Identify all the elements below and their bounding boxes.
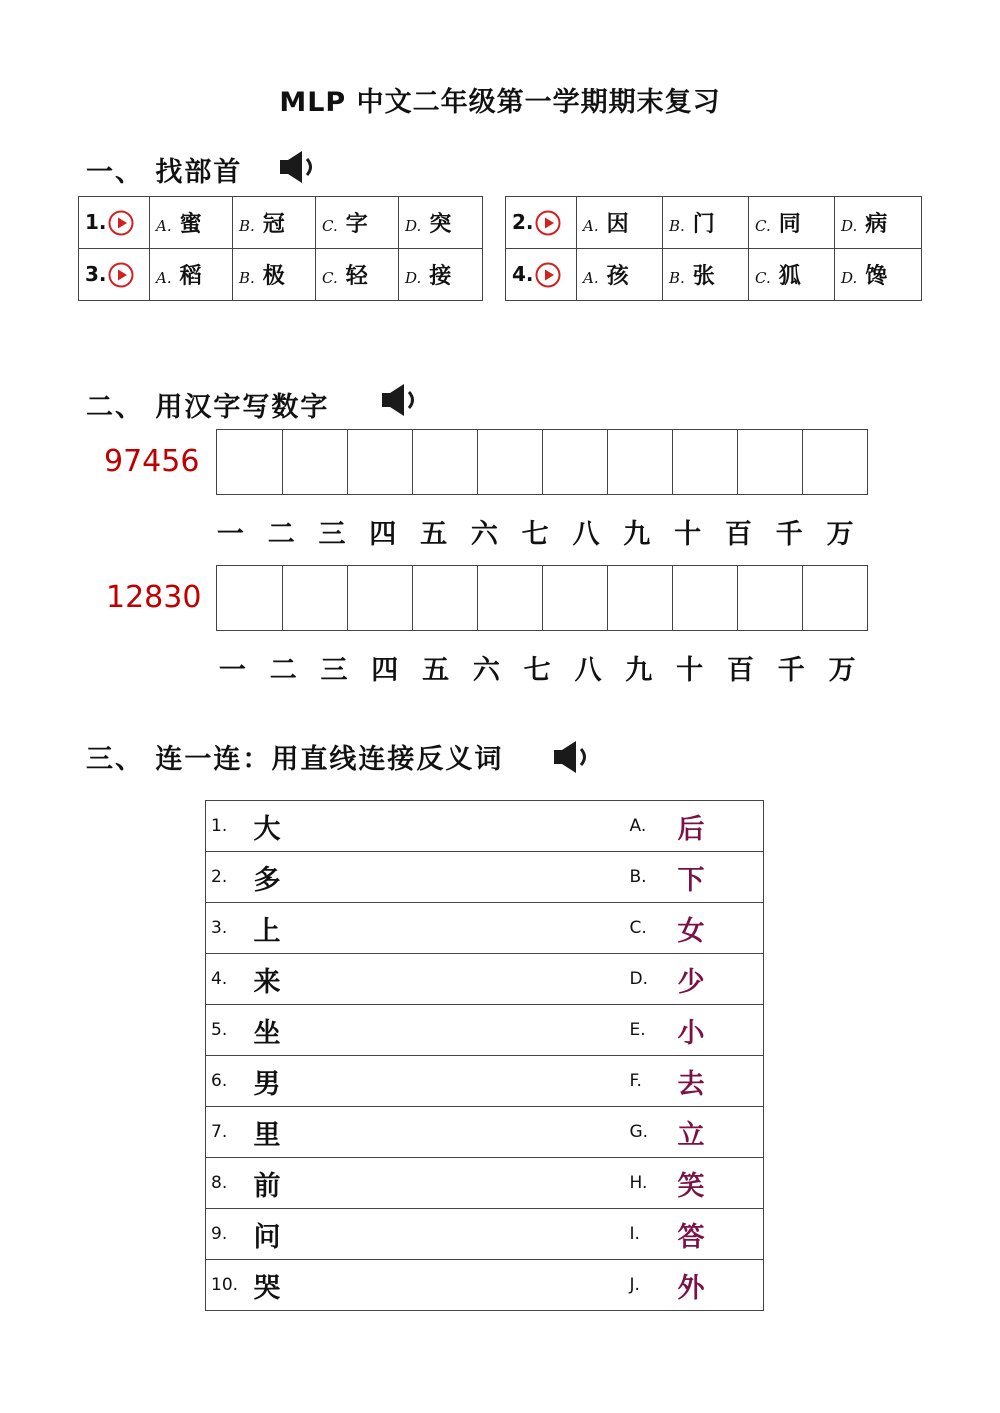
character-chip[interactable]: 千 bbox=[777, 655, 805, 686]
question-cell bbox=[506, 249, 577, 301]
option-b[interactable]: B. 张 bbox=[663, 249, 749, 301]
character-chip[interactable]: 百 bbox=[724, 519, 752, 550]
radical-table-left bbox=[78, 196, 483, 301]
right-word[interactable]: 下 bbox=[678, 852, 764, 903]
right-word[interactable]: 女 bbox=[678, 903, 764, 954]
character-chip[interactable]: 七 bbox=[523, 655, 551, 686]
character-chip[interactable]: 九 bbox=[623, 519, 651, 550]
left-number: 3. bbox=[206, 903, 254, 954]
table-row bbox=[206, 1056, 764, 1107]
character-chip[interactable]: 十 bbox=[676, 655, 704, 686]
option-c[interactable]: C. 字 bbox=[316, 197, 399, 249]
number-prompt: 97456 bbox=[104, 444, 200, 479]
option-a[interactable]: A. 孩 bbox=[577, 249, 663, 301]
character-chip[interactable]: 十 bbox=[674, 519, 702, 550]
table-row bbox=[79, 197, 483, 249]
question-number: 4. bbox=[512, 261, 534, 286]
character-bank bbox=[205, 512, 865, 551]
right-word[interactable]: 去 bbox=[678, 1056, 764, 1107]
answer-box[interactable] bbox=[282, 430, 347, 494]
character-chip[interactable]: 五 bbox=[422, 655, 450, 686]
table-row bbox=[206, 1005, 764, 1056]
left-word[interactable]: 大 bbox=[254, 801, 630, 852]
left-number: 1. bbox=[206, 801, 254, 852]
table-row bbox=[206, 903, 764, 954]
table-row bbox=[79, 249, 483, 301]
answer-box[interactable] bbox=[347, 566, 412, 630]
option-d[interactable]: D. 病 bbox=[835, 197, 922, 249]
answer-boxes bbox=[216, 565, 868, 631]
answer-box[interactable] bbox=[477, 430, 542, 494]
question-number: 3. bbox=[85, 261, 107, 286]
left-word[interactable]: 前 bbox=[254, 1158, 630, 1209]
character-chip[interactable]: 万 bbox=[828, 655, 856, 686]
right-letter: F. bbox=[630, 1056, 678, 1107]
answer-box[interactable] bbox=[477, 566, 542, 630]
table-row bbox=[206, 801, 764, 852]
section1-heading: 一、 找部首 bbox=[86, 157, 243, 188]
answer-box[interactable] bbox=[607, 430, 672, 494]
character-chip[interactable]: 二 bbox=[269, 655, 297, 686]
answer-box[interactable] bbox=[412, 430, 477, 494]
answer-box[interactable] bbox=[672, 430, 737, 494]
play-audio-icon[interactable] bbox=[535, 210, 561, 236]
left-word[interactable]: 里 bbox=[254, 1107, 630, 1158]
option-a[interactable]: A. 稻 bbox=[150, 249, 233, 301]
left-number: 10. bbox=[206, 1260, 254, 1311]
character-chip[interactable]: 五 bbox=[420, 519, 448, 550]
section2-heading: 二、 用汉字写数字 bbox=[86, 392, 330, 423]
character-chip[interactable]: 八 bbox=[572, 519, 600, 550]
left-word[interactable]: 男 bbox=[254, 1056, 630, 1107]
right-letter: G. bbox=[630, 1107, 678, 1158]
answer-box[interactable] bbox=[607, 566, 672, 630]
question-cell bbox=[79, 197, 150, 249]
table-row bbox=[206, 1158, 764, 1209]
answer-box[interactable] bbox=[672, 566, 737, 630]
character-chip[interactable]: 八 bbox=[574, 655, 602, 686]
right-word[interactable]: 答 bbox=[678, 1209, 764, 1260]
character-chip[interactable]: 九 bbox=[625, 655, 653, 686]
left-number: 2. bbox=[206, 852, 254, 903]
left-word[interactable]: 哭 bbox=[254, 1260, 630, 1311]
left-word[interactable]: 多 bbox=[254, 852, 630, 903]
left-number: 7. bbox=[206, 1107, 254, 1158]
right-word[interactable]: 外 bbox=[678, 1260, 764, 1311]
speaker-icon[interactable] bbox=[276, 147, 320, 187]
left-word[interactable]: 来 bbox=[254, 954, 630, 1005]
option-b[interactable]: B. 冠 bbox=[233, 197, 316, 249]
table-row bbox=[506, 197, 922, 249]
question-number: 1. bbox=[85, 209, 107, 234]
character-bank bbox=[207, 648, 867, 687]
left-number: 6. bbox=[206, 1056, 254, 1107]
right-letter: A. bbox=[630, 801, 678, 852]
option-d[interactable]: D. 馋 bbox=[835, 249, 922, 301]
play-audio-icon[interactable] bbox=[108, 210, 134, 236]
left-word[interactable]: 坐 bbox=[254, 1005, 630, 1056]
character-chip[interactable]: 三 bbox=[318, 519, 346, 550]
answer-box[interactable] bbox=[542, 430, 607, 494]
right-word[interactable]: 后 bbox=[678, 801, 764, 852]
right-letter: J. bbox=[630, 1260, 678, 1311]
character-chip[interactable]: 四 bbox=[371, 655, 399, 686]
question-cell bbox=[506, 197, 577, 249]
character-chip[interactable]: 三 bbox=[320, 655, 348, 686]
answer-boxes bbox=[216, 429, 868, 495]
right-word[interactable]: 少 bbox=[678, 954, 764, 1005]
table-row bbox=[206, 1260, 764, 1311]
character-chip[interactable]: 六 bbox=[472, 655, 500, 686]
option-c[interactable]: C. 同 bbox=[749, 197, 835, 249]
character-chip[interactable]: 七 bbox=[521, 519, 549, 550]
right-word[interactable]: 小 bbox=[678, 1005, 764, 1056]
right-letter: I. bbox=[630, 1209, 678, 1260]
page-title: MLP 中文二年级第一学期期末复习 bbox=[279, 87, 721, 118]
answer-box[interactable] bbox=[282, 566, 347, 630]
table-row bbox=[506, 249, 922, 301]
left-word[interactable]: 问 bbox=[254, 1209, 630, 1260]
left-number: 8. bbox=[206, 1158, 254, 1209]
table-row bbox=[206, 852, 764, 903]
option-a[interactable]: A. 蜜 bbox=[150, 197, 233, 249]
option-d[interactable]: D. 接 bbox=[399, 249, 483, 301]
answer-box[interactable] bbox=[217, 566, 282, 630]
radical-table-right bbox=[505, 196, 922, 301]
option-c[interactable]: C. 轻 bbox=[316, 249, 399, 301]
answer-box[interactable] bbox=[802, 566, 867, 630]
play-audio-icon[interactable] bbox=[108, 262, 134, 288]
speaker-icon[interactable] bbox=[550, 737, 594, 777]
table-row bbox=[206, 954, 764, 1005]
speaker-icon[interactable] bbox=[378, 380, 422, 420]
character-chip[interactable]: 一 bbox=[216, 519, 244, 550]
antonym-matching-table bbox=[205, 800, 764, 1311]
table-row bbox=[206, 1209, 764, 1260]
character-chip[interactable]: 一 bbox=[218, 655, 246, 686]
answer-box[interactable] bbox=[217, 430, 282, 494]
option-b[interactable]: B. 极 bbox=[233, 249, 316, 301]
character-chip[interactable]: 千 bbox=[775, 519, 803, 550]
right-letter: C. bbox=[630, 903, 678, 954]
option-b[interactable]: B. 门 bbox=[663, 197, 749, 249]
right-word[interactable]: 立 bbox=[678, 1107, 764, 1158]
option-c[interactable]: C. 狐 bbox=[749, 249, 835, 301]
question-number: 2. bbox=[512, 209, 534, 234]
answer-box[interactable] bbox=[737, 566, 802, 630]
table-row bbox=[206, 1107, 764, 1158]
right-letter: E. bbox=[630, 1005, 678, 1056]
play-audio-icon[interactable] bbox=[535, 262, 561, 288]
character-chip[interactable]: 二 bbox=[267, 519, 295, 550]
right-word[interactable]: 笑 bbox=[678, 1158, 764, 1209]
left-word[interactable]: 上 bbox=[254, 903, 630, 954]
character-chip[interactable]: 百 bbox=[726, 655, 754, 686]
answer-box[interactable] bbox=[542, 566, 607, 630]
answer-box[interactable] bbox=[412, 566, 477, 630]
answer-box[interactable] bbox=[347, 430, 412, 494]
right-letter: B. bbox=[630, 852, 678, 903]
right-letter: D. bbox=[630, 954, 678, 1005]
option-a[interactable]: A. 因 bbox=[577, 197, 663, 249]
answer-box[interactable] bbox=[737, 430, 802, 494]
section3-heading: 三、 连一连：用直线连接反义词 bbox=[86, 744, 504, 775]
left-number: 9. bbox=[206, 1209, 254, 1260]
number-prompt: 12830 bbox=[106, 580, 202, 615]
character-chip[interactable]: 万 bbox=[826, 519, 854, 550]
left-number: 5. bbox=[206, 1005, 254, 1056]
character-chip[interactable]: 四 bbox=[369, 519, 397, 550]
left-number: 4. bbox=[206, 954, 254, 1005]
option-d[interactable]: D. 突 bbox=[399, 197, 483, 249]
character-chip[interactable]: 六 bbox=[470, 519, 498, 550]
answer-box[interactable] bbox=[802, 430, 867, 494]
question-cell bbox=[79, 249, 150, 301]
right-letter: H. bbox=[630, 1158, 678, 1209]
